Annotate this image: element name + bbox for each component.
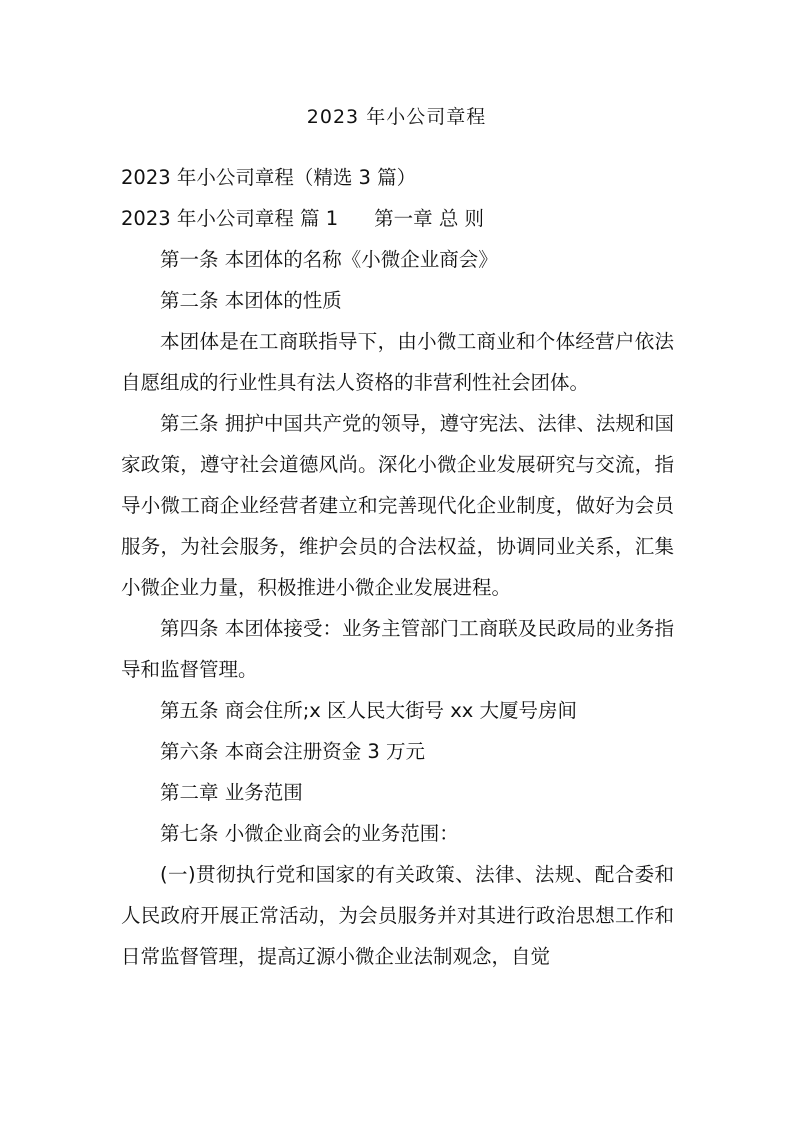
article-4: 第四条 本团体接受：业务主管部门工商联及民政局的业务指导和监督管理。 <box>121 617 674 681</box>
article-6: 第六条 本商会注册资金 3 万元 <box>160 740 426 763</box>
section-title: 2023 年小公司章程 篇 1 <box>121 207 339 230</box>
article-5: 第五条 商会住所;x 区人民大街号 xx 大厦号房间 <box>160 699 577 722</box>
article-3: 第三条 拥护中国共产党的领导，遵守宪法、法律、法规和国家政策，遵守社会道德风尚。深化小微企业发展研究与交流，指导小微工商企业经营者建立和完善现代化企业制度，做好为会员服务，为社会服务，维护会员的合法权益，协调同业关系，汇集小微企业力量，积极推进小微企业发展进程。 <box>121 412 674 599</box>
chapter-heading: 第一章 总 则 <box>374 207 485 230</box>
chapter-2-heading: 第二章 业务范围 <box>160 781 303 804</box>
article-7-item-1: (一)贯彻执行党和国家的有关政策、法律、法规、配合委和人民政府开展正常活动，为会员服务并对其进行政治思想工作和日常监督管理，提高辽源小微企业法制观念，自觉 <box>121 863 674 968</box>
subtitle-line: 2023 年小公司章程（精选 3 篇） <box>121 166 417 189</box>
article-1: 第一条 本团体的名称《小微企业商会》 <box>160 248 498 271</box>
section-heading-line <box>121 198 674 239</box>
article-7: 第七条 小微企业商会的业务范围： <box>160 822 459 845</box>
document-body <box>121 157 674 977</box>
document-title: 2023 年小公司章程 <box>306 106 487 128</box>
article-2-body: 本团体是在工商联指导下，由小微工商业和个体经营户依法自愿组成的行业性具有法人资格的非营利性社会团体。 <box>121 330 674 394</box>
article-2-heading: 第二条 本团体的性质 <box>160 289 342 312</box>
